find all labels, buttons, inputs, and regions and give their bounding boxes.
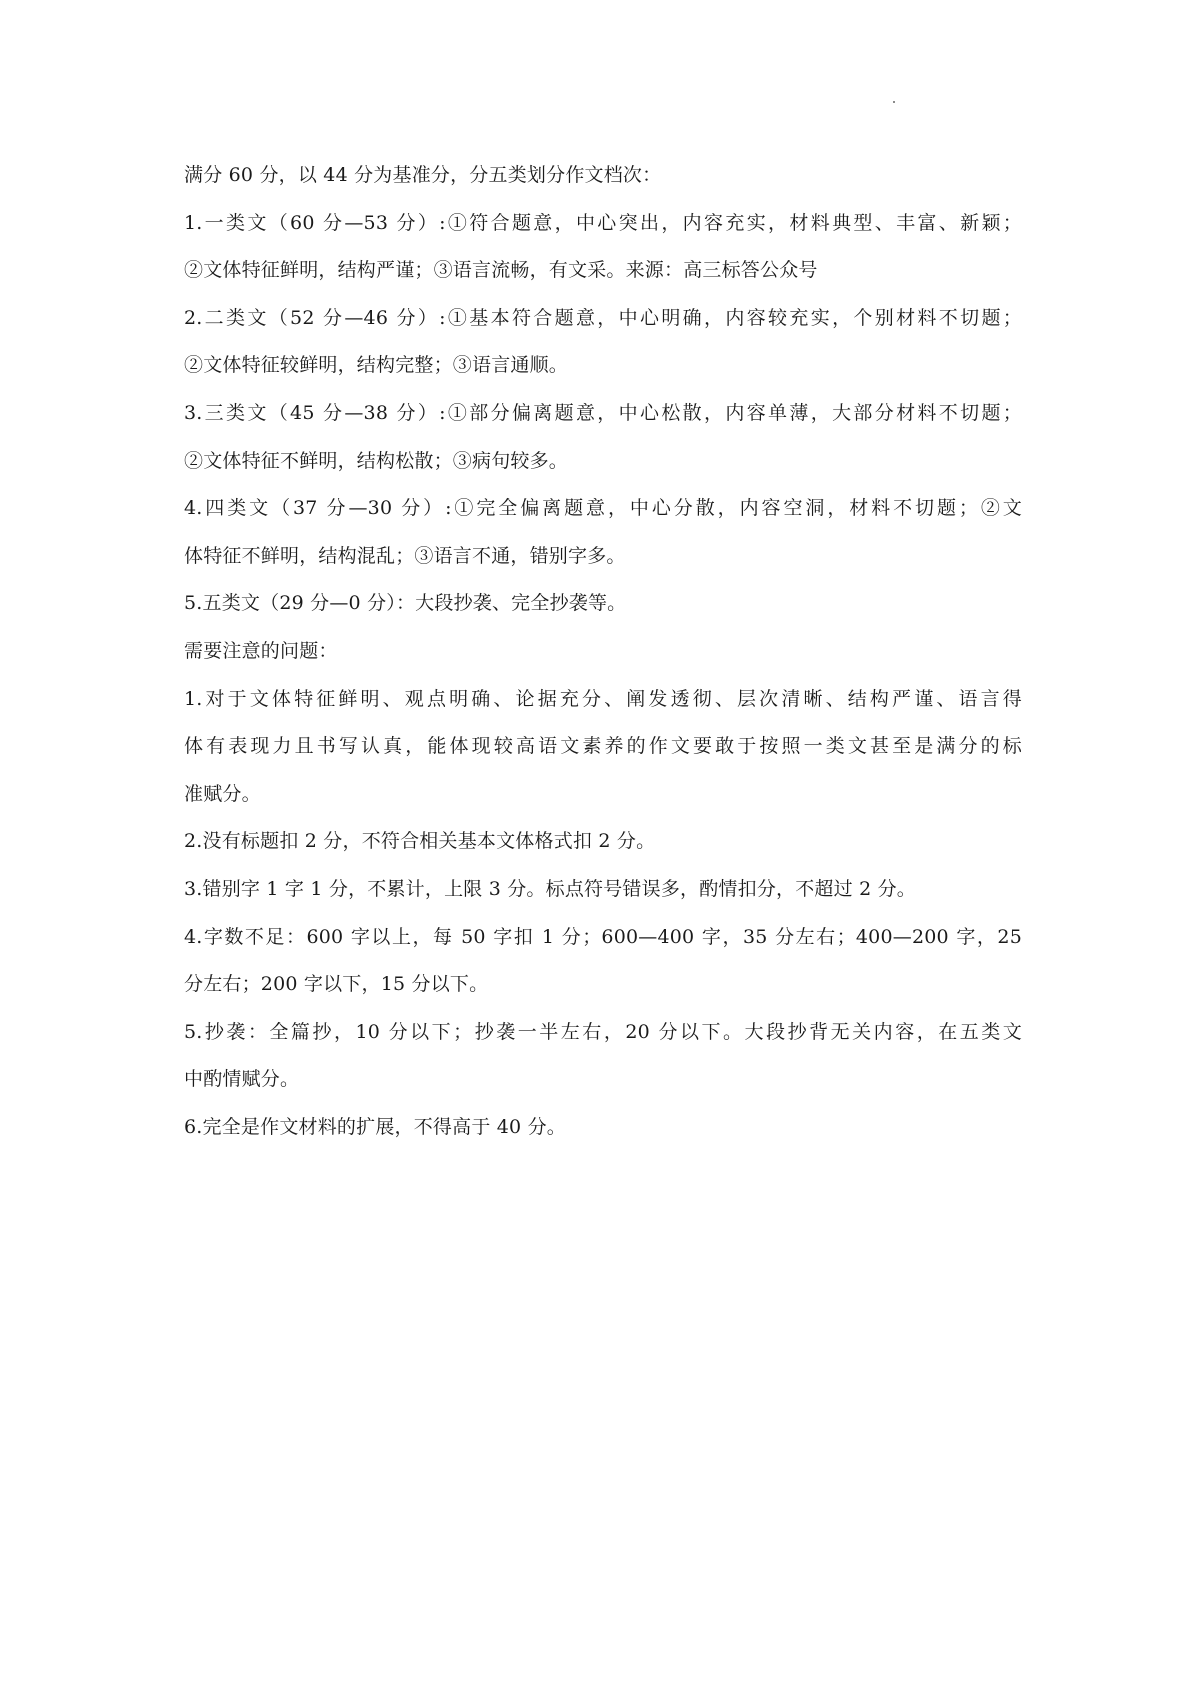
grade-2-line-b: ②文体特征较鲜明，结构完整；③语言通顺。 (184, 354, 569, 377)
note-5-line-a: 5.抄袭：全篇抄，10 分以下；抄袭一半左右，20 分以下。大段抄背无关内容，在五类文 (184, 1020, 1022, 1043)
note-1-line-c: 准赋分。 (184, 782, 261, 805)
stray-dot-mark (893, 101, 895, 103)
grade-4-line-b: 体特征不鲜明，结构混乱；③语言不通，错别字多。 (184, 544, 626, 567)
note-4-line-b: 分左右；200 字以下，15 分以下。 (184, 973, 489, 996)
note-6-line: 6.完全是作文材料的扩展，不得高于 40 分。 (184, 1115, 566, 1138)
note-1-line-b: 体有表现力且书写认真，能体现较高语文素养的作文要敢于按照一类文甚至是满分的标 (184, 735, 1022, 758)
grade-2-line-a: 2.二类文（52 分—46 分）:①基本符合题意，中心明确，内容较充实，个别材料不切题； (184, 306, 1022, 329)
grade-3-line-a: 3.三类文（45 分—38 分）:①部分偏离题意，中心松散，内容单薄，大部分材料不切题； (184, 401, 1022, 424)
grade-4-line-a: 4.四类文（37 分—30 分）:①完全偏离题意，中心分散，内容空洞，材料不切题；②文 (184, 497, 1022, 520)
note-1-line-a: 1.对于文体特征鲜明、观点明确、论据充分、阐发透彻、层次清晰、结构严谨、语言得 (184, 687, 1022, 710)
grade-3-line-b: ②文体特征不鲜明，结构松散；③病句较多。 (184, 449, 569, 472)
intro-line: 满分 60 分，以 44 分为基准分，分五类划分作文档次： (184, 164, 662, 186)
note-5-line-b: 中酌情赋分。 (184, 1068, 300, 1091)
note-4-line-a: 4.字数不足：600 字以上，每 50 字扣 1 分；600—400 字，35 分左右；400—200 字，25 (184, 925, 1022, 948)
note-2-line: 2.没有标题扣 2 分，不符合相关基本文体格式扣 2 分。 (184, 830, 656, 853)
notes-heading: 需要注意的问题： (184, 639, 338, 662)
grade-5-line: 5.五类文（29 分—0 分）：大段抄袭、完全抄袭等。 (184, 592, 627, 615)
note-3-line: 3.错别字 1 字 1 分，不累计，上限 3 分。标点符号错误多，酌情扣分，不超过 2 分。 (184, 877, 916, 900)
document-body (184, 152, 1022, 1151)
grade-1-line-b: ②文体特征鲜明，结构严谨；③语言流畅，有文采。来源：高三标答公众号 (184, 259, 818, 282)
grade-1-line-a: 1.一类文（60 分—53 分）:①符合题意，中心突出，内容充实，材料典型、丰富、新颖； (184, 211, 1022, 234)
